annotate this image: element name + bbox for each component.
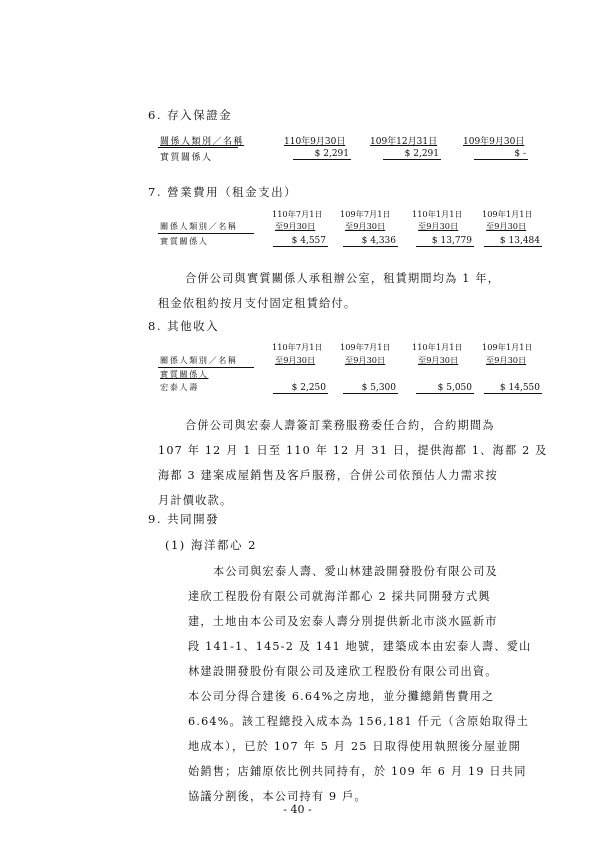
s8-note-line-2: 107 年 12 月 1 日至 110 年 12 月 31 日，提供海都 1、海都 2 及 <box>158 444 548 457</box>
s8-row-label: 宏泰人壽 <box>160 382 199 392</box>
s7-period-3-line1: 110年1月1日 <box>412 209 463 219</box>
s6-column-header: 關係人類別／名稱 <box>160 137 245 147</box>
s6-date-3: 109年9月30日 <box>463 137 525 147</box>
s9-body <box>213 559 498 584</box>
s9-line-8: 地成本），已於 107 年 5 月 25 日取得使用執照後分屋並開 <box>188 740 521 753</box>
section-8-heading: 8. 其他收入 <box>148 319 220 333</box>
s8-amount-3: $ 5,050 <box>416 383 474 394</box>
s9-line-7: 6.64%。該工程總投入成本為 156,181 仟元（含原始取得土 <box>188 715 530 728</box>
s7-period-4-line1: 109年1月1日 <box>482 209 533 219</box>
s9-line-3: 建，土地由本公司及宏泰人壽分別提供新北市淡水區新市 <box>188 615 498 628</box>
s7-column-header: 關係人類別／名稱 <box>160 221 238 231</box>
s9-line-6: 本公司分得合建後 6.64%之房地，並分攤總銷售費用之 <box>188 690 495 703</box>
s8-period-1-line2: 至9月30日 <box>275 355 316 365</box>
s8-period-4-line1: 109年1月1日 <box>482 342 533 352</box>
section-9-heading: 9. 共同開發 <box>148 512 220 526</box>
s9-line-2: 達欣工程股份有限公司就海洋都心 2 採共同開發方式興 <box>188 590 491 603</box>
s9-line-9: 始銷售；店鋪原依比例共同持有，於 109 年 6 月 19 日共同 <box>188 765 527 778</box>
s6-row-label: 實質關係人 <box>160 153 213 163</box>
s9-sub-heading: (1) 海洋都心 2 <box>165 538 257 552</box>
s8-note-line-1: 合併公司與宏泰人壽簽訂業務服務委任合約，合約期間為 <box>185 419 495 432</box>
s7-header-rule <box>158 233 254 234</box>
s8-amount-2: $ 5,300 <box>343 383 398 394</box>
s8-period-4-line2: 至9月30日 <box>486 355 527 365</box>
s7-note <box>185 266 500 291</box>
s8-column-header: 關係人類別／名稱 <box>160 355 238 365</box>
s8-period-2-line1: 109年7月1日 <box>340 342 391 352</box>
s6-date-1: 110年9月30日 <box>284 137 346 147</box>
s7-period-2-line1: 109年7月1日 <box>340 209 391 219</box>
s7-amount-4: $ 13,484 <box>484 236 542 247</box>
s8-period-3-line2: 至9月30日 <box>418 355 459 365</box>
s9-line-10: 協議分割後，本公司持有 9 戶。 <box>188 790 367 803</box>
s7-note-cont <box>158 291 356 316</box>
s8-header-rule <box>158 367 254 368</box>
s7-note-line-2: 租金依租約按月支付固定租賃給付。 <box>158 297 357 310</box>
s8-period-1-line1: 110年7月1日 <box>272 342 323 352</box>
s6-amount-2: $ 2,291 <box>383 149 441 160</box>
s8-note-line-4: 月計價收款。 <box>158 494 233 507</box>
s9-body-cont <box>188 584 531 809</box>
s7-period-1-line1: 110年7月1日 <box>272 209 323 219</box>
s6-date-2: 109年12月31日 <box>370 137 438 147</box>
s8-note-line-3: 海都 3 建案成屋銷售及客戶服務，合併公司依預估人力需求按 <box>158 469 498 482</box>
s6-header-rule <box>158 147 238 148</box>
s8-group-label: 實質關係人 <box>160 369 209 379</box>
s6-amount-3: $ - <box>474 149 528 160</box>
s7-amount-1: $ 4,557 <box>273 236 328 247</box>
s7-period-3-line2: 至9月30日 <box>418 221 459 231</box>
s8-period-3-line1: 110年1月1日 <box>412 342 463 352</box>
s7-period-2-line2: 至9月30日 <box>345 221 386 231</box>
s7-amount-3: $ 13,779 <box>416 236 474 247</box>
s7-period-1-line2: 至9月30日 <box>275 221 316 231</box>
s9-line-4: 段 141-1、145-2 及 141 地號，建築成本由宏泰人壽、愛山 <box>188 640 532 653</box>
s8-amount-1: $ 2,250 <box>273 383 328 394</box>
s8-note <box>185 413 495 438</box>
s7-row-label: 實質關係人 <box>160 236 209 246</box>
s9-line-1: 本公司與宏泰人壽、愛山林建設開發股份有限公司及 <box>213 565 498 578</box>
s9-line-5: 林建設開發股份有限公司及達欣工程股份有限公司出資。 <box>188 665 498 678</box>
s7-period-4-line2: 至9月30日 <box>486 221 527 231</box>
page-number: - 40 - <box>283 803 312 816</box>
section-7-heading: 7. 營業費用（租金支出） <box>148 185 298 199</box>
s6-amount-1: $ 2,291 <box>293 149 351 160</box>
section-6-heading: 6. 存入保證金 <box>148 108 233 122</box>
s7-note-line-1: 合併公司與實質關係人承租辦公室，租賃期間均為 1 年， <box>185 272 501 285</box>
s8-period-2-line2: 至9月30日 <box>345 355 386 365</box>
s8-amount-4: $ 14,550 <box>484 383 542 394</box>
s7-amount-2: $ 4,336 <box>343 236 398 247</box>
s8-note-cont <box>158 438 548 513</box>
